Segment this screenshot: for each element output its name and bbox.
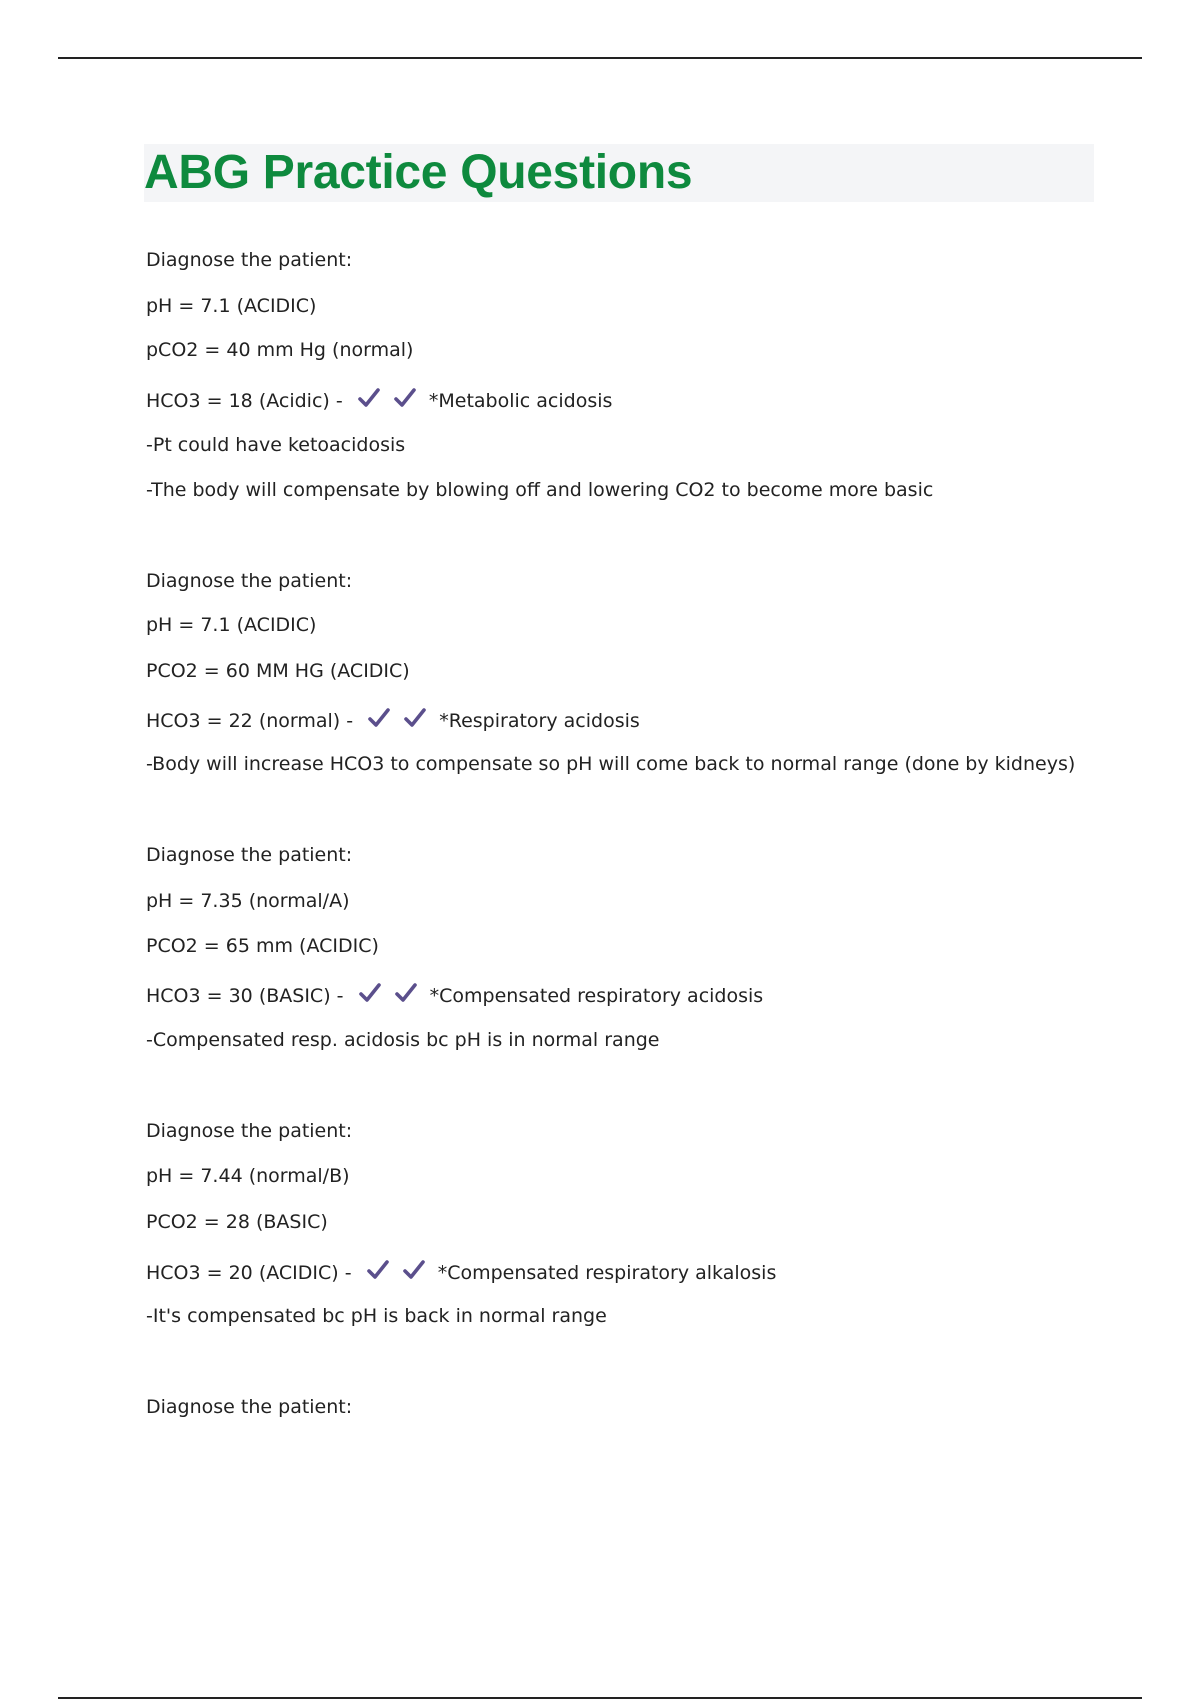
checkmark-icon <box>394 981 418 1005</box>
double-checkmark-icon <box>358 981 420 1011</box>
checkmark-icon <box>402 1258 426 1282</box>
question-4-hco3: HCO3 = 20 (ACIDIC) - <box>146 1262 352 1284</box>
question-1-pco2: pCO2 = 40 mm Hg (normal) <box>146 339 414 361</box>
question-4-ph: pH = 7.44 (normal/B) <box>146 1165 350 1187</box>
checkmark-icon <box>366 1258 390 1282</box>
double-checkmark-icon <box>367 706 429 736</box>
page-title: ABG Practice Questions <box>144 146 693 199</box>
question-2-answer: *Respiratory acidosis <box>439 710 640 732</box>
question-3-prompt: Diagnose the patient: <box>146 844 353 866</box>
question-1-ph: pH = 7.1 (ACIDIC) <box>146 295 317 317</box>
question-3-ph: pH = 7.35 (normal/A) <box>146 890 350 912</box>
question-3-pco2: PCO2 = 65 mm (ACIDIC) <box>146 935 379 957</box>
question-1-note-1: -Pt could have ketoacidosis <box>146 434 406 456</box>
question-1-answer: *Metabolic acidosis <box>428 390 613 412</box>
question-1-prompt: Diagnose the patient: <box>146 249 353 271</box>
question-3-hco3-line <box>146 981 763 1011</box>
question-1-hco3-line <box>146 386 612 416</box>
question-4-answer: *Compensated respiratory alkalosis <box>437 1262 777 1284</box>
checkmark-icon <box>393 386 417 410</box>
question-4-hco3-line <box>146 1258 776 1288</box>
question-2-note-1: -Body will increase HCO3 to compensate so pH will come back to normal range (done by kidneys) <box>146 753 1076 775</box>
question-3-hco3: HCO3 = 30 (BASIC) - <box>146 985 344 1007</box>
footer-rule <box>58 1697 1142 1699</box>
question-2-hco3: HCO3 = 22 (normal) - <box>146 710 354 732</box>
checkmark-icon <box>367 706 391 730</box>
question-2-ph: pH = 7.1 (ACIDIC) <box>146 614 317 636</box>
checkmark-icon <box>357 386 381 410</box>
question-2-pco2: PCO2 = 60 MM HG (ACIDIC) <box>146 660 410 682</box>
question-3-note-1: -Compensated resp. acidosis bc pH is in normal range <box>146 1029 660 1051</box>
question-3-answer: *Compensated respiratory acidosis <box>429 985 764 1007</box>
double-checkmark-icon <box>357 386 419 416</box>
question-4-note-1: -It's compensated bc pH is back in normal range <box>146 1305 607 1327</box>
question-1-hco3: HCO3 = 18 (Acidic) - <box>146 390 343 412</box>
checkmark-icon <box>403 706 427 730</box>
question-4-pco2: PCO2 = 28 (BASIC) <box>146 1211 328 1233</box>
question-2-prompt: Diagnose the patient: <box>146 570 353 592</box>
question-1-note-2: -The body will compensate by blowing off and lowering CO2 to become more basic <box>146 479 934 501</box>
question-5-prompt: Diagnose the patient: <box>146 1396 353 1418</box>
header-rule <box>58 57 1142 59</box>
checkmark-icon <box>358 981 382 1005</box>
question-4-prompt: Diagnose the patient: <box>146 1120 353 1142</box>
double-checkmark-icon <box>366 1258 428 1288</box>
question-2-hco3-line <box>146 706 640 736</box>
